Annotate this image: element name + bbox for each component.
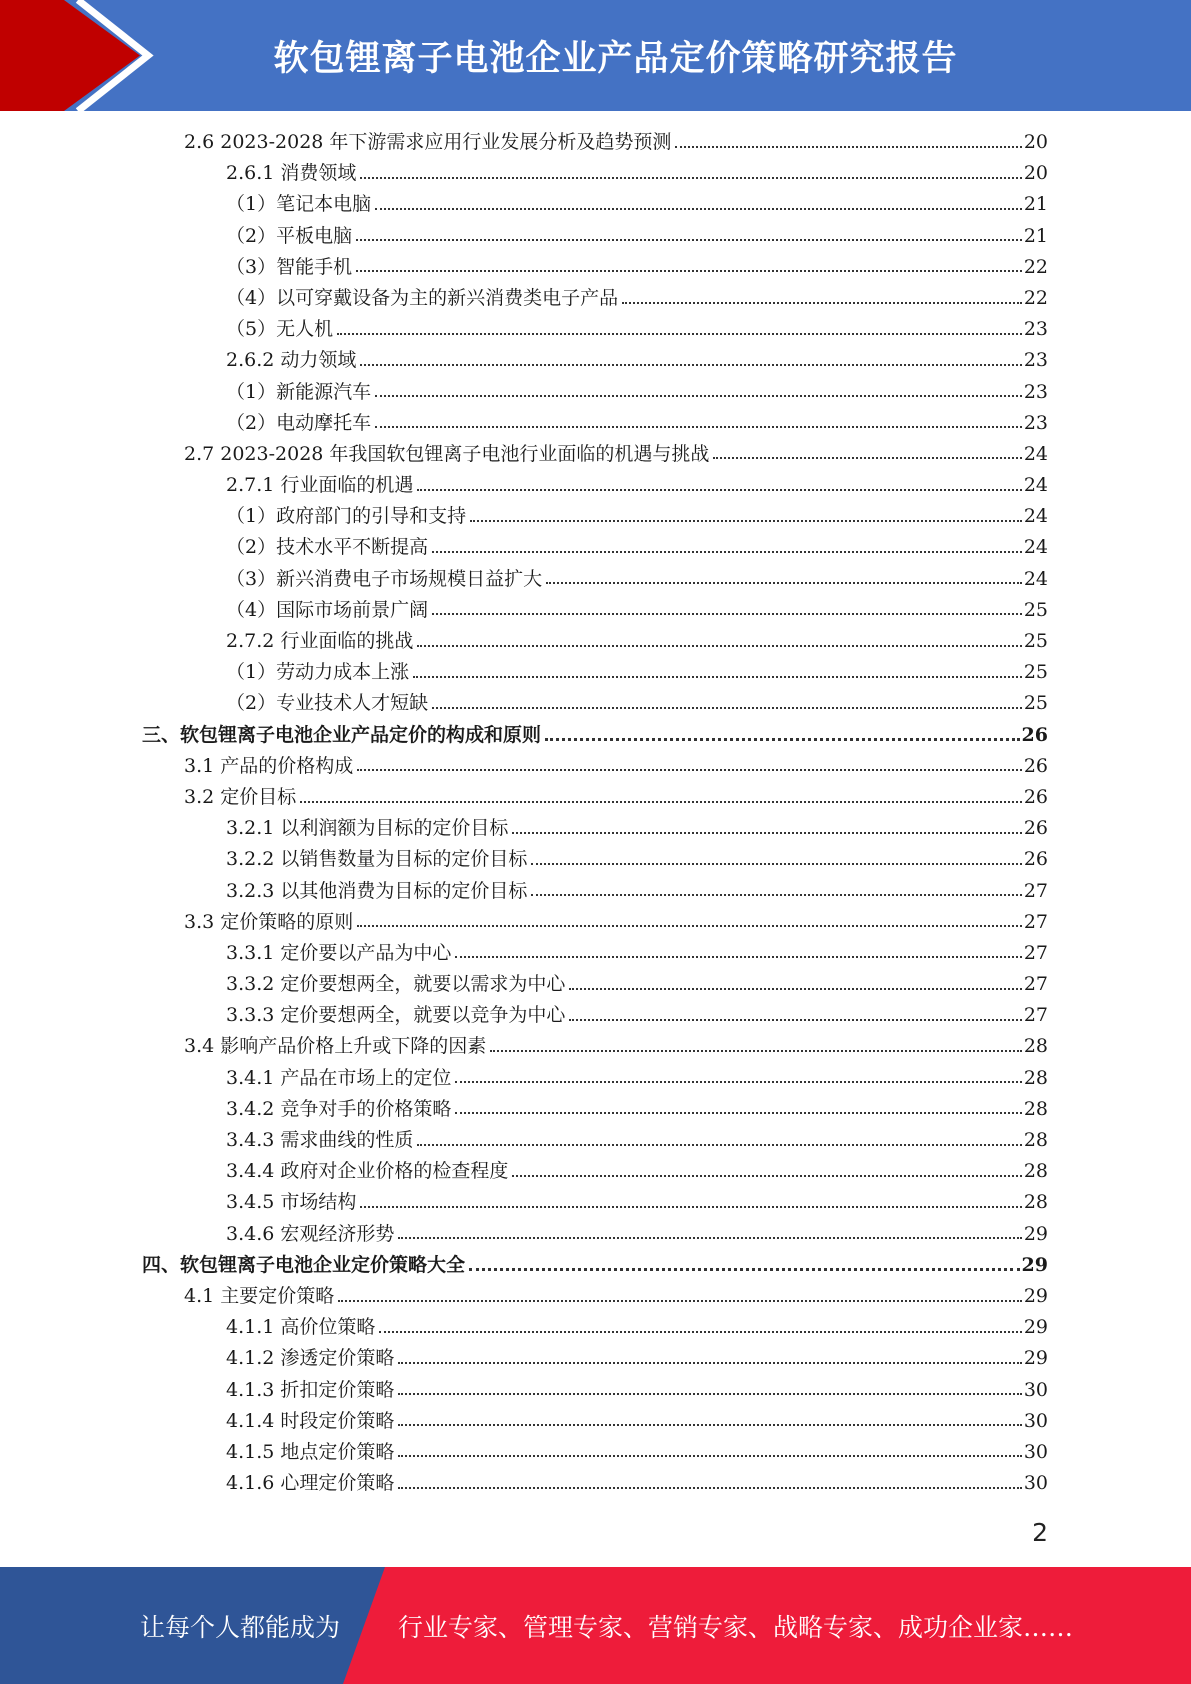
toc-entry[interactable] — [0, 1094, 1191, 1125]
toc-entry-page: 25 — [1023, 630, 1048, 652]
toc-entry-page: 24 — [1023, 505, 1048, 528]
toc-entry[interactable] — [0, 127, 1191, 158]
toc-entry-label: 3.3.2 定价要想两全，就要以需求为中心 — [226, 973, 566, 996]
toc-entry[interactable] — [0, 439, 1191, 470]
header-banner — [0, 0, 1191, 111]
toc-entry[interactable] — [0, 1000, 1191, 1031]
toc-entry-page: 27 — [1023, 879, 1048, 902]
dot-leader — [569, 988, 1021, 990]
toc-entry-label: 2.6 2023-2028 年下游需求应用行业发展分析及趋势预测 — [184, 131, 672, 153]
toc-entry[interactable] — [0, 221, 1191, 252]
toc-entry-label: 4.1.3 折扣定价策略 — [226, 1378, 395, 1401]
toc-entry-label: 2.7.2 行业面临的挑战 — [226, 630, 414, 652]
toc-entry-label: （1）政府部门的引导和支持 — [226, 505, 467, 528]
dot-leader — [545, 738, 1020, 741]
dot-leader — [300, 801, 1022, 803]
toc-entry[interactable] — [0, 1375, 1191, 1406]
toc-entry[interactable] — [0, 1312, 1191, 1343]
toc-entry[interactable] — [0, 1187, 1191, 1218]
toc-entry[interactable] — [0, 1250, 1191, 1281]
toc-entry-label: （2）电动摩托车 — [226, 411, 372, 434]
toc-entry[interactable] — [0, 1031, 1191, 1062]
toc-entry-page: 29 — [1023, 1284, 1048, 1307]
toc-entry-page: 28 — [1023, 1066, 1048, 1089]
toc-entry-page: 21 — [1023, 193, 1048, 216]
dot-leader — [490, 1050, 1022, 1052]
toc-entry[interactable] — [0, 345, 1191, 376]
toc-entry[interactable] — [0, 189, 1191, 220]
toc-entry[interactable] — [0, 876, 1191, 907]
page-number: 2 — [1032, 1518, 1048, 1547]
toc-entry-label: 4.1.4 时段定价策略 — [226, 1409, 395, 1432]
dot-leader — [546, 582, 1022, 584]
toc-entry-label: 3.3 定价策略的原则 — [184, 910, 354, 933]
toc-entry-page: 22 — [1023, 255, 1048, 278]
toc-entry[interactable] — [0, 1343, 1191, 1374]
toc-entry-page: 28 — [1023, 1191, 1048, 1214]
toc-entry-page: 25 — [1023, 598, 1048, 621]
toc-entry-page: 29 — [1023, 1222, 1048, 1245]
toc-entry-page: 30 — [1023, 1409, 1048, 1432]
toc-entry-label: 3.1 产品的价格构成 — [184, 754, 354, 777]
toc-entry-label: （1）新能源汽车 — [226, 380, 372, 403]
toc-entry-page: 30 — [1023, 1472, 1048, 1495]
toc-entry[interactable] — [0, 1468, 1191, 1499]
toc-entry-label: 4.1.5 地点定价策略 — [226, 1440, 395, 1463]
dot-leader — [713, 457, 1021, 459]
toc-entry[interactable] — [0, 844, 1191, 875]
dot-leader — [531, 863, 1021, 865]
toc-entry[interactable] — [0, 1063, 1191, 1094]
toc-entry[interactable] — [0, 657, 1191, 688]
dot-leader — [375, 395, 1022, 397]
toc-entry-page: 26 — [1023, 754, 1048, 777]
toc-entry-label: 4.1.1 高价位策略 — [226, 1316, 376, 1339]
toc-entry-page: 23 — [1023, 318, 1048, 341]
toc-entry-label: （5）无人机 — [226, 318, 334, 341]
toc-entry[interactable] — [0, 751, 1191, 782]
dot-leader — [675, 146, 1021, 148]
toc-entry-page: 28 — [1023, 1129, 1048, 1151]
toc-entry-page: 28 — [1023, 1035, 1048, 1058]
toc-entry-label: 2.7.1 行业面临的机遇 — [226, 474, 414, 497]
toc-entry-page: 20 — [1023, 162, 1048, 185]
toc-entry[interactable] — [0, 688, 1191, 719]
toc-entry[interactable] — [0, 1219, 1191, 1250]
dot-leader — [569, 1019, 1021, 1021]
toc-entry-page: 22 — [1023, 286, 1048, 309]
toc-entry-page: 24 — [1023, 536, 1048, 559]
dot-leader — [337, 333, 1022, 335]
toc-entry-label: 4.1.6 心理定价策略 — [226, 1472, 395, 1495]
toc-entry-label: 2.6.1 消费领域 — [226, 162, 357, 185]
dot-leader — [398, 1362, 1021, 1364]
toc-entry-label: 2.7 2023-2028 年我国软包锂离子电池行业面临的机遇与挑战 — [184, 442, 710, 465]
dot-leader — [398, 1237, 1021, 1239]
dot-leader — [417, 645, 1021, 647]
dot-leader — [398, 1393, 1021, 1395]
toc-entry-label: （2）平板电脑 — [226, 224, 353, 247]
toc-entry-label: 4.1 主要定价策略 — [184, 1284, 335, 1307]
toc-entry-label: 四、软包锂离子电池企业定价策略大全 — [142, 1253, 466, 1276]
toc-entry[interactable] — [0, 252, 1191, 283]
toc-entry-label: 3.4.4 政府对企业价格的检查程度 — [226, 1160, 509, 1183]
toc-entry-label: 3.2.1 以利润额为目标的定价目标 — [226, 817, 509, 840]
toc-entry-page: 29 — [1021, 1253, 1048, 1276]
dot-leader — [398, 1455, 1021, 1457]
toc-entry-page: 25 — [1023, 661, 1048, 684]
toc-entry-page: 27 — [1023, 973, 1048, 996]
toc-entry-label: 三、软包锂离子电池企业产品定价的构成和原则 — [142, 723, 542, 746]
dot-leader — [398, 1487, 1021, 1489]
toc-entry-label: 4.1.2 渗透定价策略 — [226, 1347, 395, 1370]
toc-entry-label: 3.2.3 以其他消费为目标的定价目标 — [226, 879, 528, 902]
toc-entry-page: 27 — [1023, 1004, 1048, 1027]
toc-entry[interactable] — [0, 1437, 1191, 1468]
dot-leader — [512, 1175, 1021, 1177]
toc-entry-page: 29 — [1023, 1316, 1048, 1339]
toc-entry-label: （2）专业技术人才短缺 — [226, 692, 429, 715]
toc-entry-label: （1）笔记本电脑 — [226, 193, 372, 216]
footer-slogan-left: 让每个人都能成为 — [140, 1612, 341, 1642]
toc-entry-label: 3.2 定价目标 — [184, 785, 297, 808]
dot-leader — [356, 270, 1022, 272]
toc-entry-page: 24 — [1023, 442, 1048, 465]
toc-entry-label: 3.4.2 竞争对手的价格策略 — [226, 1097, 452, 1120]
document-title: 软包锂离子电池企业产品定价策略研究报告 — [273, 38, 958, 79]
toc-entry[interactable] — [0, 283, 1191, 314]
toc-entry-label: 3.4 影响产品价格上升或下降的因素 — [184, 1035, 487, 1058]
toc-entry[interactable] — [0, 1156, 1191, 1187]
toc-entry-label: （4）以可穿戴设备为主的新兴消费类电子产品 — [226, 286, 619, 309]
dot-leader — [360, 177, 1021, 179]
toc-entry-label: （4）国际市场前景广阔 — [226, 598, 429, 621]
toc-entry-page: 30 — [1023, 1378, 1048, 1401]
dot-leader — [375, 426, 1022, 428]
toc-entry-page: 26 — [1023, 848, 1048, 871]
dot-leader — [432, 613, 1022, 615]
toc-entry-label: 3.4.5 市场结构 — [226, 1191, 357, 1214]
dot-leader — [455, 1081, 1021, 1083]
toc-entry[interactable] — [0, 564, 1191, 595]
toc-entry-page: 30 — [1023, 1440, 1048, 1463]
toc-entry-page: 26 — [1023, 817, 1048, 840]
toc-entry-page: 26 — [1021, 723, 1048, 746]
toc-entry-label: 3.3.3 定价要想两全，就要以竞争为中心 — [226, 1004, 566, 1027]
dot-leader — [455, 956, 1021, 958]
toc-entry-label: （1）劳动力成本上涨 — [226, 661, 410, 684]
toc-entry[interactable] — [0, 408, 1191, 439]
toc-entry[interactable] — [0, 938, 1191, 969]
dot-leader — [622, 302, 1022, 304]
toc-entry-page: 27 — [1023, 910, 1048, 933]
toc-entry-label: （3）新兴消费电子市场规模日益扩大 — [226, 567, 543, 590]
dot-leader — [417, 489, 1021, 491]
toc-entry-label: 3.2.2 以销售数量为目标的定价目标 — [226, 848, 528, 871]
toc-entry-page: 25 — [1023, 692, 1048, 715]
dot-leader — [512, 832, 1021, 834]
toc-entry[interactable] — [0, 1281, 1191, 1312]
toc-entry-page: 20 — [1023, 131, 1048, 153]
dot-leader — [432, 551, 1022, 553]
toc-entry-label: （3）智能手机 — [226, 255, 353, 278]
toc-entry[interactable] — [0, 720, 1191, 751]
toc-entry[interactable] — [0, 470, 1191, 501]
toc-entry-page: 29 — [1023, 1347, 1048, 1370]
toc-entry[interactable] — [0, 377, 1191, 408]
toc-entry-label: 2.6.2 动力领域 — [226, 349, 357, 372]
toc-entry-label: （2）技术水平不断提高 — [226, 536, 429, 559]
toc-entry[interactable] — [0, 314, 1191, 345]
toc-entry-label: 3.4.3 需求曲线的性质 — [226, 1129, 414, 1151]
dot-leader — [455, 1112, 1021, 1114]
dot-leader — [375, 208, 1022, 210]
toc-entry-page: 28 — [1023, 1160, 1048, 1183]
dot-leader — [360, 1206, 1021, 1208]
toc-entry-page: 23 — [1023, 411, 1048, 434]
toc-entry[interactable] — [0, 969, 1191, 1000]
dot-leader — [531, 894, 1021, 896]
toc-entry[interactable] — [0, 595, 1191, 626]
dot-leader — [469, 1268, 1020, 1271]
toc-entry-page: 24 — [1023, 474, 1048, 497]
dot-leader — [398, 1424, 1021, 1426]
toc-entry[interactable] — [0, 1125, 1191, 1156]
chevron-arrow-icon — [0, 0, 160, 111]
toc-entry[interactable] — [0, 782, 1191, 813]
footer-slogan-right: 行业专家、管理专家、营销专家、战略专家、成功企业家…… — [398, 1612, 1074, 1642]
table-of-contents — [0, 127, 1191, 1499]
footer-banner — [0, 1567, 1191, 1684]
dot-leader — [379, 1331, 1021, 1333]
dot-leader — [413, 676, 1022, 678]
toc-entry[interactable] — [0, 158, 1191, 189]
toc-entry-page: 21 — [1023, 224, 1048, 247]
toc-entry-label: 3.3.1 定价要以产品为中心 — [226, 941, 452, 964]
dot-leader — [470, 520, 1022, 522]
toc-entry[interactable] — [0, 1406, 1191, 1437]
dot-leader — [432, 707, 1022, 709]
dot-leader — [338, 1300, 1022, 1302]
toc-entry[interactable] — [0, 501, 1191, 532]
toc-entry-page: 28 — [1023, 1097, 1048, 1120]
toc-entry-page: 24 — [1023, 567, 1048, 590]
toc-entry-page: 27 — [1023, 941, 1048, 964]
toc-entry[interactable] — [0, 907, 1191, 938]
toc-entry-label: 3.4.6 宏观经济形势 — [226, 1222, 395, 1245]
toc-entry-page: 23 — [1023, 349, 1048, 372]
toc-entry-label: 3.4.1 产品在市场上的定位 — [226, 1066, 452, 1089]
dot-leader — [360, 364, 1021, 366]
toc-entry[interactable] — [0, 532, 1191, 563]
toc-entry-page: 23 — [1023, 380, 1048, 403]
toc-entry[interactable] — [0, 626, 1191, 657]
toc-entry[interactable] — [0, 813, 1191, 844]
dot-leader — [356, 239, 1022, 241]
toc-entry-page: 26 — [1023, 785, 1048, 808]
dot-leader — [357, 925, 1022, 927]
dot-leader — [357, 769, 1022, 771]
dot-leader — [417, 1144, 1021, 1146]
